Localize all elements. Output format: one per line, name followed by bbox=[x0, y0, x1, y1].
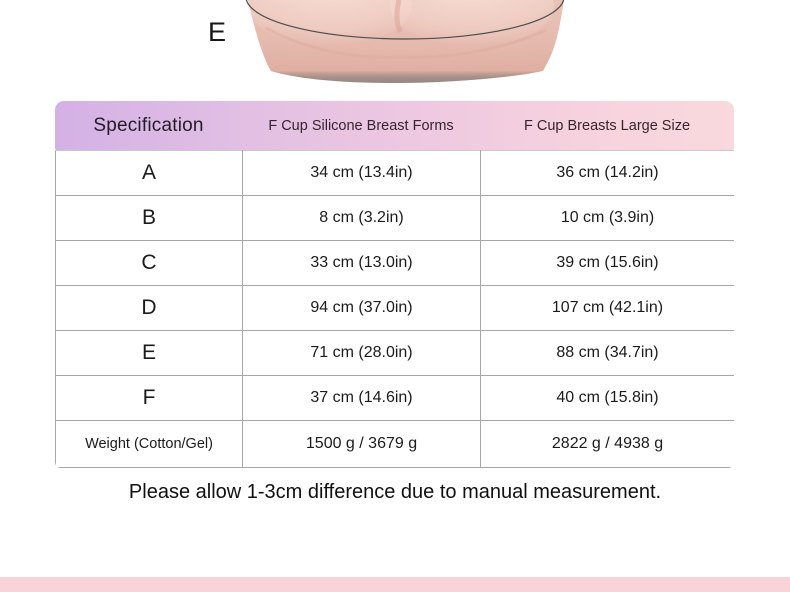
table-row bbox=[56, 376, 735, 421]
row-label: Weight (Cotton/Gel) bbox=[56, 421, 243, 468]
row-label: F bbox=[56, 376, 243, 421]
row-value-forms: 8 cm (3.2in) bbox=[243, 196, 481, 241]
row-label: B bbox=[56, 196, 243, 241]
table-row bbox=[56, 331, 735, 376]
row-value-large: 40 cm (15.8in) bbox=[481, 376, 735, 421]
row-value-forms: 1500 g / 3679 g bbox=[243, 421, 481, 468]
table-header-row bbox=[55, 101, 734, 150]
header-specification: Specification bbox=[93, 114, 204, 136]
table-row bbox=[56, 286, 735, 331]
row-value-large: 39 cm (15.6in) bbox=[481, 241, 735, 286]
row-label: C bbox=[56, 241, 243, 286]
measurement-label-e: E bbox=[208, 17, 227, 47]
header-silicone-breast-forms: F Cup Silicone Breast Forms bbox=[268, 117, 454, 134]
row-value-large: 10 cm (3.9in) bbox=[481, 196, 735, 241]
specification-table bbox=[55, 101, 734, 468]
row-value-forms: 34 cm (13.4in) bbox=[243, 151, 481, 196]
header-breasts-large-size: F Cup Breasts Large Size bbox=[523, 117, 691, 134]
table-row-weight bbox=[56, 421, 735, 468]
torso-illustration bbox=[0, 0, 790, 100]
row-value-large: 2822 g / 4938 g bbox=[481, 421, 735, 468]
row-label: E bbox=[56, 331, 243, 376]
row-value-large: 88 cm (34.7in) bbox=[481, 331, 735, 376]
product-image bbox=[0, 0, 790, 100]
row-value-large: 107 cm (42.1in) bbox=[481, 286, 735, 331]
row-value-forms: 71 cm (28.0in) bbox=[243, 331, 481, 376]
table-row bbox=[56, 241, 735, 286]
table-body bbox=[55, 150, 734, 468]
table-row bbox=[56, 151, 735, 196]
row-label: D bbox=[56, 286, 243, 331]
row-label: A bbox=[56, 151, 243, 196]
row-value-forms: 37 cm (14.6in) bbox=[243, 376, 481, 421]
table-row bbox=[56, 196, 735, 241]
row-value-forms: 94 cm (37.0in) bbox=[243, 286, 481, 331]
row-value-large: 36 cm (14.2in) bbox=[481, 151, 735, 196]
bottom-banner-strip bbox=[0, 577, 790, 592]
row-value-forms: 33 cm (13.0in) bbox=[243, 241, 481, 286]
measurement-note: Please allow 1-3cm difference due to manual measurement. bbox=[128, 481, 662, 503]
